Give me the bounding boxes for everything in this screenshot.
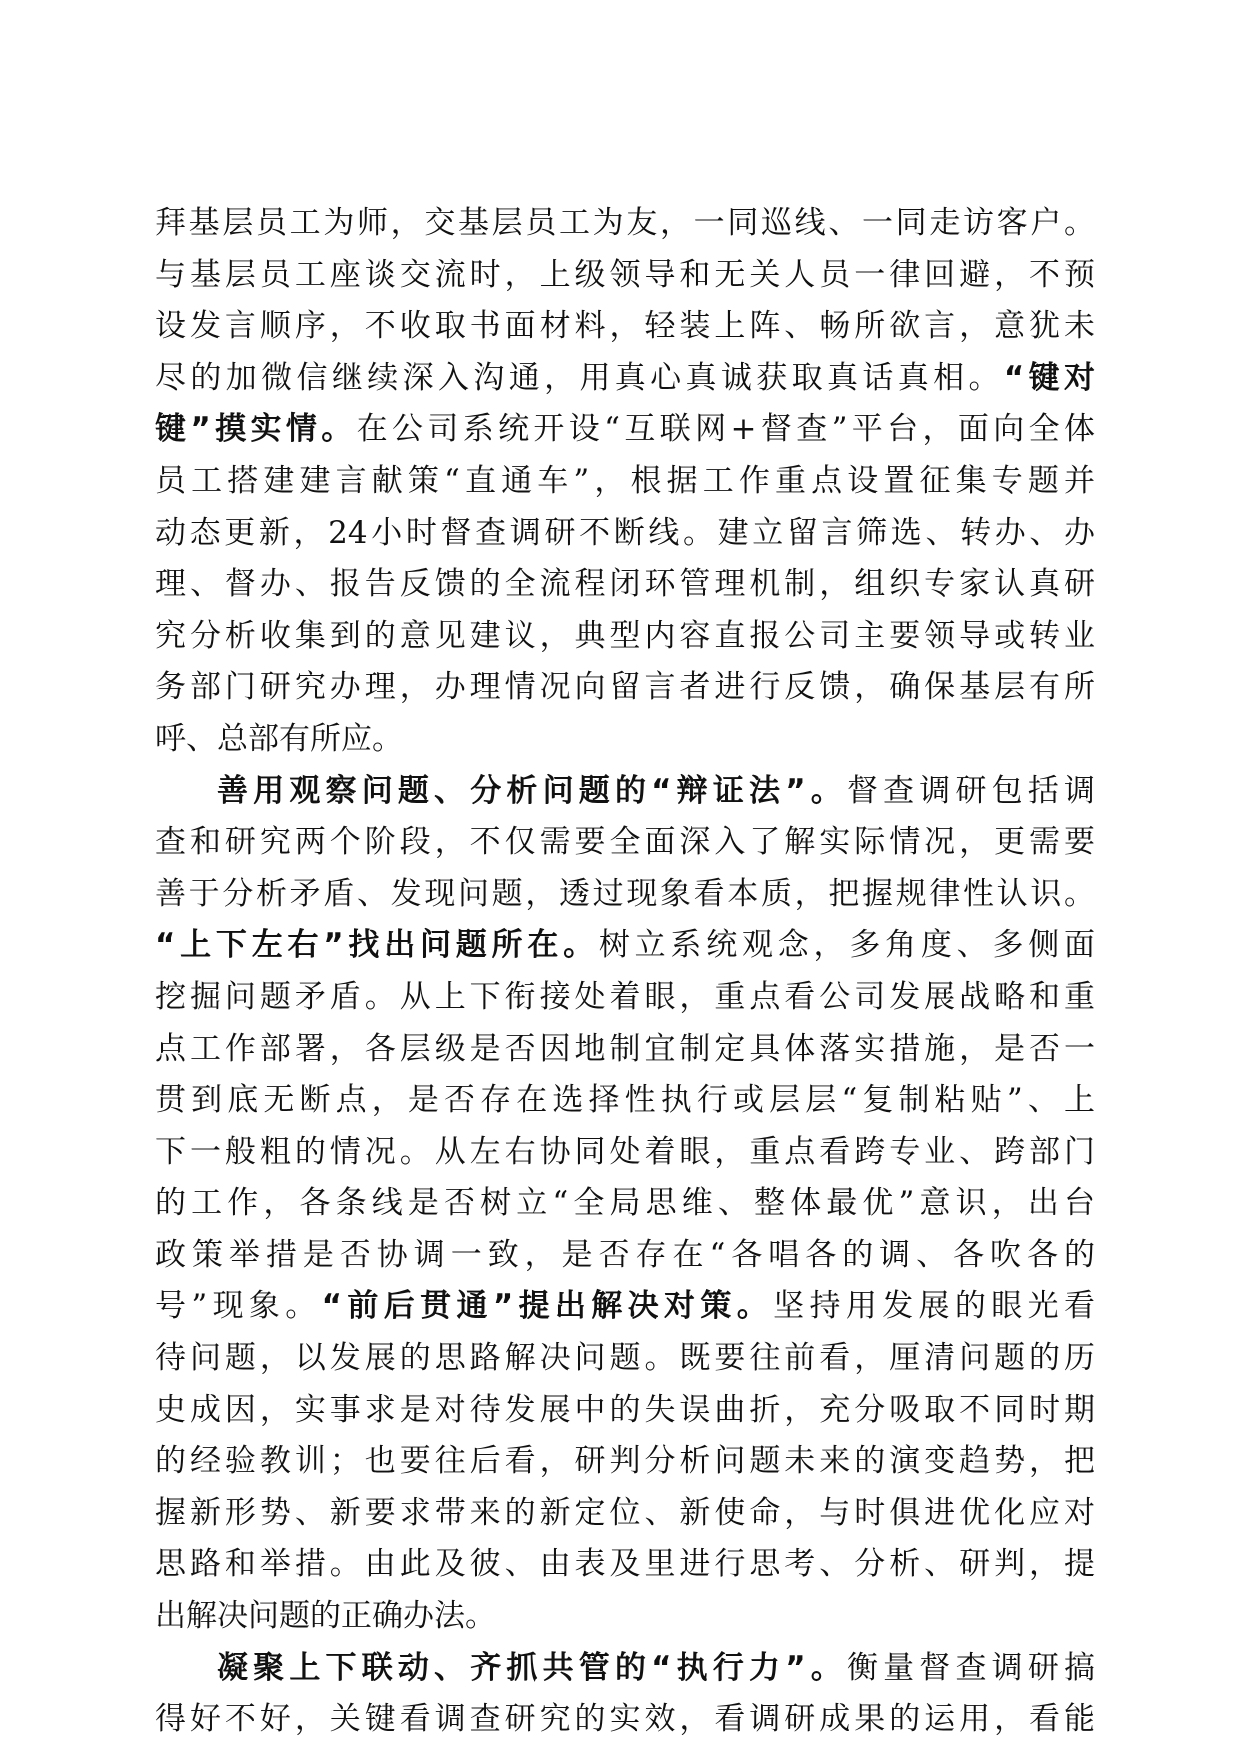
text-line xyxy=(155,1488,1095,1540)
text-run: 理、督办、报告反馈的全流程闭环管理机制，组织专家认真研 xyxy=(155,566,1095,603)
text-run: 待问题，以发展的思路解决问题。既要往前看，厘清问题的历 xyxy=(155,1340,1095,1377)
text-run: 员工搭建建言献策“直通车”，根据工作重点设置征集专题并 xyxy=(155,462,1095,499)
bold-heading-run: 善用观察问题、分析问题的“辩证法”。 xyxy=(217,772,847,809)
text-line xyxy=(155,1591,1095,1643)
text-line xyxy=(155,456,1095,508)
text-run: 握新形势、新要求带来的新定位、新使命，与时俱进优化应对 xyxy=(155,1494,1095,1531)
text-run: 设发言顺序，不收取书面材料，轻装上阵、畅所欲言，意犹未 xyxy=(155,308,1095,345)
text-run: 查和研究两个阶段，不仅需要全面深入了解实际情况，更需要 xyxy=(155,824,1095,861)
bold-heading-run: “上下左右”找出问题所在。 xyxy=(155,927,599,964)
bold-heading-run: 凝聚上下联动、齐抓共管的“执行力”。 xyxy=(217,1649,847,1686)
text-line xyxy=(155,714,1095,766)
document-body xyxy=(155,198,1095,1746)
text-run: 衡量督查调研搞 xyxy=(846,1649,1095,1686)
text-run: 善于分析矛盾、发现问题，透过现象看本质，把握规律性认识。 xyxy=(155,875,1095,912)
text-line xyxy=(155,353,1095,405)
text-run: 出解决问题的正确办法。 xyxy=(155,1598,496,1635)
text-line xyxy=(155,250,1095,302)
text-line xyxy=(155,1539,1095,1591)
text-line xyxy=(155,559,1095,611)
text-run: 动态更新，24小时督查调研不断线。建立留言筛选、转办、办 xyxy=(155,514,1095,551)
text-line xyxy=(155,1178,1095,1230)
paragraph xyxy=(155,766,1095,1643)
text-line xyxy=(155,1281,1095,1333)
text-run: 督查调研包括调 xyxy=(846,772,1095,809)
text-run: 史成因，实事求是对待发展中的失误曲折，充分吸取不同时期 xyxy=(155,1391,1095,1428)
text-line xyxy=(155,766,1095,818)
bold-heading-run: 键”摸实情。 xyxy=(155,411,357,448)
text-line xyxy=(155,920,1095,972)
text-line xyxy=(155,662,1095,714)
text-run: 下一般粗的情况。从左右协同处着眼，重点看跨专业、跨部门 xyxy=(155,1133,1095,1170)
text-line xyxy=(155,198,1095,250)
text-line xyxy=(155,1127,1095,1179)
text-run: 尽的加微信继续深入沟通，用真心真诚获取真话真相。 xyxy=(155,359,1004,396)
text-run: 务部门研究办理，办理情况向留言者进行反馈，确保基层有所 xyxy=(155,669,1095,706)
text-line xyxy=(155,869,1095,921)
text-line xyxy=(155,301,1095,353)
text-line xyxy=(155,1230,1095,1282)
text-run: 思路和举措。由此及彼、由表及里进行思考、分析、研判，提 xyxy=(155,1546,1095,1583)
text-run: 的经验教训；也要往后看，研判分析问题未来的演变趋势，把 xyxy=(155,1443,1095,1480)
text-line xyxy=(155,972,1095,1024)
text-run: 拜基层员工为师，交基层员工为友，一同巡线、一同走访客户。 xyxy=(155,205,1095,241)
text-line xyxy=(155,1333,1095,1385)
text-line xyxy=(155,404,1095,456)
text-run: 在公司系统开设“互联网+督查”平台，面向全体 xyxy=(356,411,1096,448)
text-run: 树立系统观念，多角度、多侧面 xyxy=(598,927,1095,964)
bold-heading-run: “前后贯通”提出解决对策。 xyxy=(321,1288,774,1325)
text-line xyxy=(155,611,1095,663)
text-run: 点工作部署，各层级是否因地制宜制定具体落实措施，是否一 xyxy=(155,1030,1095,1067)
text-run: 与基层员工座谈交流时，上级领导和无关人员一律回避，不预 xyxy=(155,256,1095,293)
text-run: 的工作，各条线是否树立“全局思维、整体最优”意识，出台 xyxy=(155,1185,1095,1222)
text-line xyxy=(155,1024,1095,1076)
text-line xyxy=(155,817,1095,869)
text-run: 呼、总部有所应。 xyxy=(155,720,403,757)
text-line xyxy=(155,1075,1095,1127)
text-run: 贯到底无断点，是否存在选择性执行或层层“复制粘贴”、上 xyxy=(155,1082,1095,1119)
text-run: 政策举措是否协调一致，是否存在“各唱各的调、各吹各的 xyxy=(155,1236,1095,1273)
text-run: 坚持用发展的眼光看 xyxy=(773,1288,1095,1325)
text-line xyxy=(155,1436,1095,1488)
paragraph xyxy=(155,1643,1095,1746)
paragraph xyxy=(155,198,1095,766)
text-line xyxy=(155,508,1095,560)
text-line xyxy=(155,1643,1095,1695)
text-run: 号”现象。 xyxy=(155,1288,322,1325)
text-run: 挖掘问题矛盾。从上下衔接处着眼，重点看公司发展战略和重 xyxy=(155,978,1095,1015)
text-line xyxy=(155,1694,1095,1746)
bold-heading-run: “键对 xyxy=(1003,359,1096,396)
text-run: 得好不好，关键看调查研究的实效，看调研成果的运用，看能 xyxy=(155,1701,1095,1738)
text-run: 究分析收集到的意见建议，典型内容直报公司主要领导或转业 xyxy=(155,617,1095,654)
text-line xyxy=(155,1385,1095,1437)
